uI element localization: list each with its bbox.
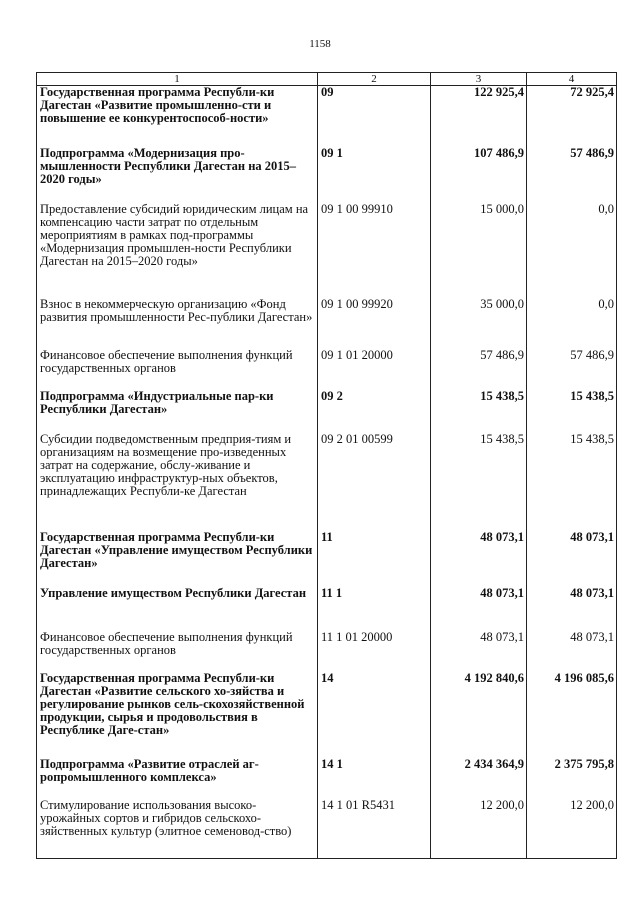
column-header-4: 4 xyxy=(527,73,617,86)
row-name-cell: Управление имуществом Республики Дагестан xyxy=(37,587,318,631)
row-value-col4-cell: 48 073,1 xyxy=(527,531,617,587)
row-code-cell: 09 1 xyxy=(318,147,431,203)
row-code-cell: 14 xyxy=(318,672,431,758)
row-code-cell: 09 1 00 99910 xyxy=(318,203,431,298)
row-code-cell: 11 1 xyxy=(318,587,431,631)
row-value-col4-cell: 15 438,5 xyxy=(527,390,617,433)
table-row xyxy=(37,631,617,672)
table-row xyxy=(37,799,617,859)
row-value-col4-cell: 12 200,0 xyxy=(527,799,617,859)
row-name-cell: Подпрограмма «Развитие отраслей аг-ропромышленного комплекса» xyxy=(37,758,318,799)
row-value-col3-cell: 15 438,5 xyxy=(431,433,527,531)
table-row xyxy=(37,349,617,390)
row-code-cell: 11 1 01 20000 xyxy=(318,631,431,672)
row-name-cell: Субсидии подведомственным предприя-тиям и организациям на возмещение про-изведенных затрат на содержание, обслу-живание и эксплуатацию инфраструктур-ных объектов, принадлежащих Республи-ке Дагестан xyxy=(37,433,318,531)
row-value-col4-cell: 4 196 085,6 xyxy=(527,672,617,758)
column-header-2: 2 xyxy=(318,73,431,86)
row-value-col4-cell: 0,0 xyxy=(527,203,617,298)
table-row xyxy=(37,672,617,758)
row-value-col4-cell: 48 073,1 xyxy=(527,631,617,672)
row-name-cell: Финансовое обеспечение выполнения функций государственных органов xyxy=(37,349,318,390)
row-name-cell: Подпрограмма «Индустриальные пар-ки Республики Дагестан» xyxy=(37,390,318,433)
row-value-col4-cell: 57 486,9 xyxy=(527,147,617,203)
row-name-cell: Взнос в некоммерческую организацию «Фонд развития промышленности Рес-публики Дагестан» xyxy=(37,298,318,349)
row-value-col3-cell: 15 438,5 xyxy=(431,390,527,433)
row-code-cell: 09 1 01 20000 xyxy=(318,349,431,390)
table-row xyxy=(37,587,617,631)
row-code-cell: 09 2 01 00599 xyxy=(318,433,431,531)
row-value-col4-cell: 15 438,5 xyxy=(527,433,617,531)
row-name-cell: Государственная программа Республи-ки Дагестан «Управление имуществом Республики Дагестан» xyxy=(37,531,318,587)
table-row xyxy=(37,86,617,147)
row-value-col4-cell: 48 073,1 xyxy=(527,587,617,631)
table-row xyxy=(37,433,617,531)
row-code-cell: 09 1 00 99920 xyxy=(318,298,431,349)
row-value-col4-cell: 72 925,4 xyxy=(527,86,617,147)
row-code-cell: 09 xyxy=(318,86,431,147)
row-value-col3-cell: 107 486,9 xyxy=(431,147,527,203)
budget-table xyxy=(36,72,617,859)
table-row xyxy=(37,298,617,349)
row-code-cell: 14 1 01 R5431 xyxy=(318,799,431,859)
column-header-1: 1 xyxy=(37,73,318,86)
table-row xyxy=(37,147,617,203)
table-row xyxy=(37,531,617,587)
row-code-cell: 09 2 xyxy=(318,390,431,433)
row-value-col4-cell: 57 486,9 xyxy=(527,349,617,390)
table-row xyxy=(37,758,617,799)
header-row xyxy=(37,73,617,86)
row-name-cell: Государственная программа Республи-ки Дагестан «Развитие промышленно-сти и повышение ее конкурентоспособ-ности» xyxy=(37,86,318,147)
row-value-col3-cell: 48 073,1 xyxy=(431,531,527,587)
table-row xyxy=(37,390,617,433)
row-value-col3-cell: 48 073,1 xyxy=(431,631,527,672)
row-name-cell: Подпрограмма «Модернизация про-мышленности Республики Дагестан на 2015–2020 годы» xyxy=(37,147,318,203)
row-value-col4-cell: 0,0 xyxy=(527,298,617,349)
row-name-cell: Государственная программа Республи-ки Дагестан «Развитие сельского хо-зяйства и регулирование рынков сель-скохозяйственной продукции, сырья и продовольствия в Республике Даге-стан» xyxy=(37,672,318,758)
budget-table-container xyxy=(36,72,616,859)
row-code-cell: 14 1 xyxy=(318,758,431,799)
row-value-col3-cell: 57 486,9 xyxy=(431,349,527,390)
row-name-cell: Предоставление субсидий юридическим лицам на компенсацию части затрат по отдельным мероприятиям в рамках под-программы «Модернизация промышлен-ности Республики Дагестан на 2015–2020 годы» xyxy=(37,203,318,298)
row-name-cell: Финансовое обеспечение выполнения функций государственных органов xyxy=(37,631,318,672)
row-value-col3-cell: 122 925,4 xyxy=(431,86,527,147)
page-number: 1158 xyxy=(309,38,331,50)
row-value-col3-cell: 12 200,0 xyxy=(431,799,527,859)
row-code-cell: 11 xyxy=(318,531,431,587)
row-value-col3-cell: 15 000,0 xyxy=(431,203,527,298)
column-header-3: 3 xyxy=(431,73,527,86)
row-value-col3-cell: 48 073,1 xyxy=(431,587,527,631)
table-body xyxy=(37,86,617,859)
row-name-cell: Стимулирование использования высоко-урожайных сортов и гибридов сельскохо-зяйственных культур (элитное семеновод-ство) xyxy=(37,799,318,859)
row-value-col3-cell: 2 434 364,9 xyxy=(431,758,527,799)
row-value-col4-cell: 2 375 795,8 xyxy=(527,758,617,799)
row-value-col3-cell: 35 000,0 xyxy=(431,298,527,349)
table-row xyxy=(37,203,617,298)
row-value-col3-cell: 4 192 840,6 xyxy=(431,672,527,758)
